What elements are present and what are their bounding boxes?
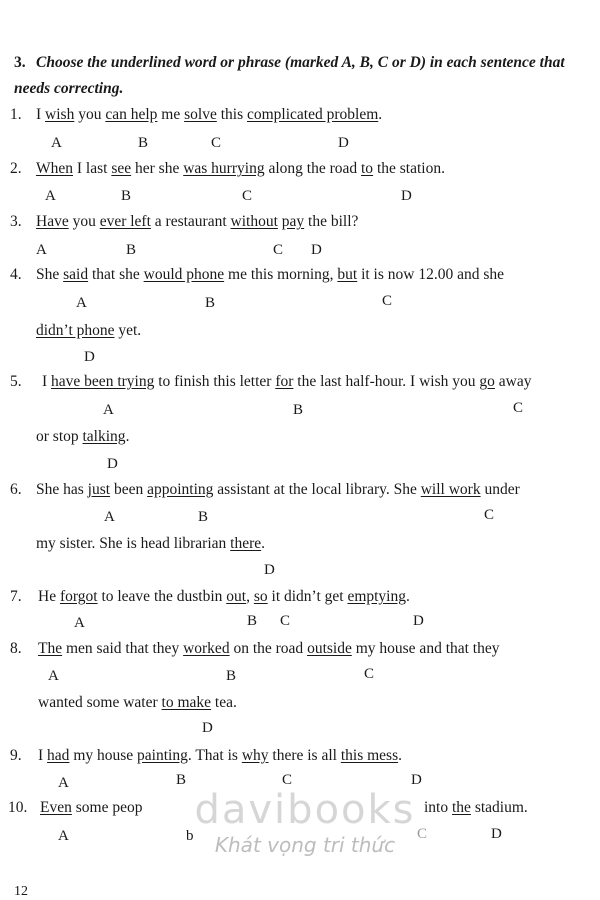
option-label-a: A <box>36 242 47 258</box>
option-label-c: C <box>242 188 253 204</box>
question-number: 7. <box>10 588 22 605</box>
question-4-sentence-cont: didn’t phone yet. <box>36 322 142 339</box>
question-number: 1. <box>10 106 22 123</box>
option-label-c: C <box>280 613 291 629</box>
option-label-c: C <box>513 400 524 416</box>
question-2-sentence: When I last see her she was hurrying along the road to the station. <box>36 160 445 177</box>
question-10-sentence-end: into the stadium. <box>424 799 528 816</box>
exercise-number: 3. <box>14 54 26 71</box>
option-label-a: A <box>48 668 59 684</box>
option-label-c: C <box>273 242 284 258</box>
question-number: 6. <box>10 481 22 498</box>
question-number: 3. <box>10 213 22 230</box>
option-label-d: D <box>264 562 275 578</box>
option-label-a: A <box>58 828 69 844</box>
option-label-a: A <box>45 188 56 204</box>
watermark-slogan: Khát vọng tri thức <box>214 833 396 857</box>
option-label-c: C <box>382 293 393 309</box>
option-label-a: A <box>104 509 115 525</box>
option-label-d: D <box>311 242 322 258</box>
option-label-b: B <box>247 613 258 629</box>
question-10-sentence-start: Even some peop <box>40 799 143 816</box>
question-5-sentence: I have been trying to finish this letter for the last half-hour. I wish you go away <box>42 373 532 390</box>
option-label-d: D <box>413 613 424 629</box>
option-label-b: B <box>293 402 304 418</box>
option-label-d: D <box>107 456 118 472</box>
option-label-b: B <box>176 772 187 788</box>
option-label-b: B <box>198 509 209 525</box>
option-label-a: A <box>103 402 114 418</box>
option-label-c: C <box>417 826 428 842</box>
question-number: 4. <box>10 266 22 283</box>
publisher-watermark <box>155 788 455 868</box>
question-9-sentence: I had my house painting. That is why there is all this mess. <box>38 747 402 764</box>
option-label-c: C <box>211 135 222 151</box>
option-label-d: D <box>491 826 502 842</box>
option-label-b: b <box>186 828 194 844</box>
question-8-sentence-cont: wanted some water to make tea. <box>38 694 237 711</box>
option-label-d: D <box>202 720 213 736</box>
option-label-d: D <box>401 188 412 204</box>
exercise-instruction: Choose the underlined word or phrase (marked A, B, C or D) in each sentence that needs correcting. <box>14 54 565 97</box>
option-label-b: B <box>126 242 137 258</box>
watermark-brand: davibooks <box>194 787 416 833</box>
question-6-sentence: She has just been appointing assistant at the local library. She will work under <box>36 481 520 498</box>
option-label-b: B <box>121 188 132 204</box>
question-7-sentence: He forgot to leave the dustbin out, so it didn’t get emptying. <box>38 588 410 605</box>
question-number: 9. <box>10 747 22 764</box>
question-3-sentence: Have you ever left a restaurant without pay the bill? <box>36 213 359 230</box>
page-number: 12 <box>14 884 28 899</box>
question-number: 10. <box>8 799 28 816</box>
option-label-b: B <box>138 135 149 151</box>
question-5-sentence-cont: or stop talking. <box>36 428 130 445</box>
option-label-a: A <box>76 295 87 311</box>
option-label-b: B <box>226 668 237 684</box>
question-4-sentence: She said that she would phone me this morning, but it is now 12.00 and she <box>36 266 504 283</box>
option-label-c: C <box>282 772 293 788</box>
option-label-a: A <box>74 615 85 631</box>
exercise-heading <box>14 50 586 102</box>
option-label-b: B <box>205 295 216 311</box>
question-6-sentence-cont: my sister. She is head librarian there. <box>36 535 266 552</box>
question-number: 2. <box>10 160 22 177</box>
option-label-d: D <box>84 349 95 365</box>
option-label-c: C <box>484 507 495 523</box>
option-label-a: A <box>51 135 62 151</box>
question-number: 5. <box>10 373 22 390</box>
option-label-a: A <box>58 775 69 791</box>
option-label-c: C <box>364 666 375 682</box>
question-1-sentence: I wish you can help me solve this complicated problem. <box>36 106 383 123</box>
question-number: 8. <box>10 640 22 657</box>
option-label-d: D <box>338 135 349 151</box>
question-8-sentence: The men said that they worked on the road outside my house and that they <box>38 640 500 657</box>
option-label-d: D <box>411 772 422 788</box>
